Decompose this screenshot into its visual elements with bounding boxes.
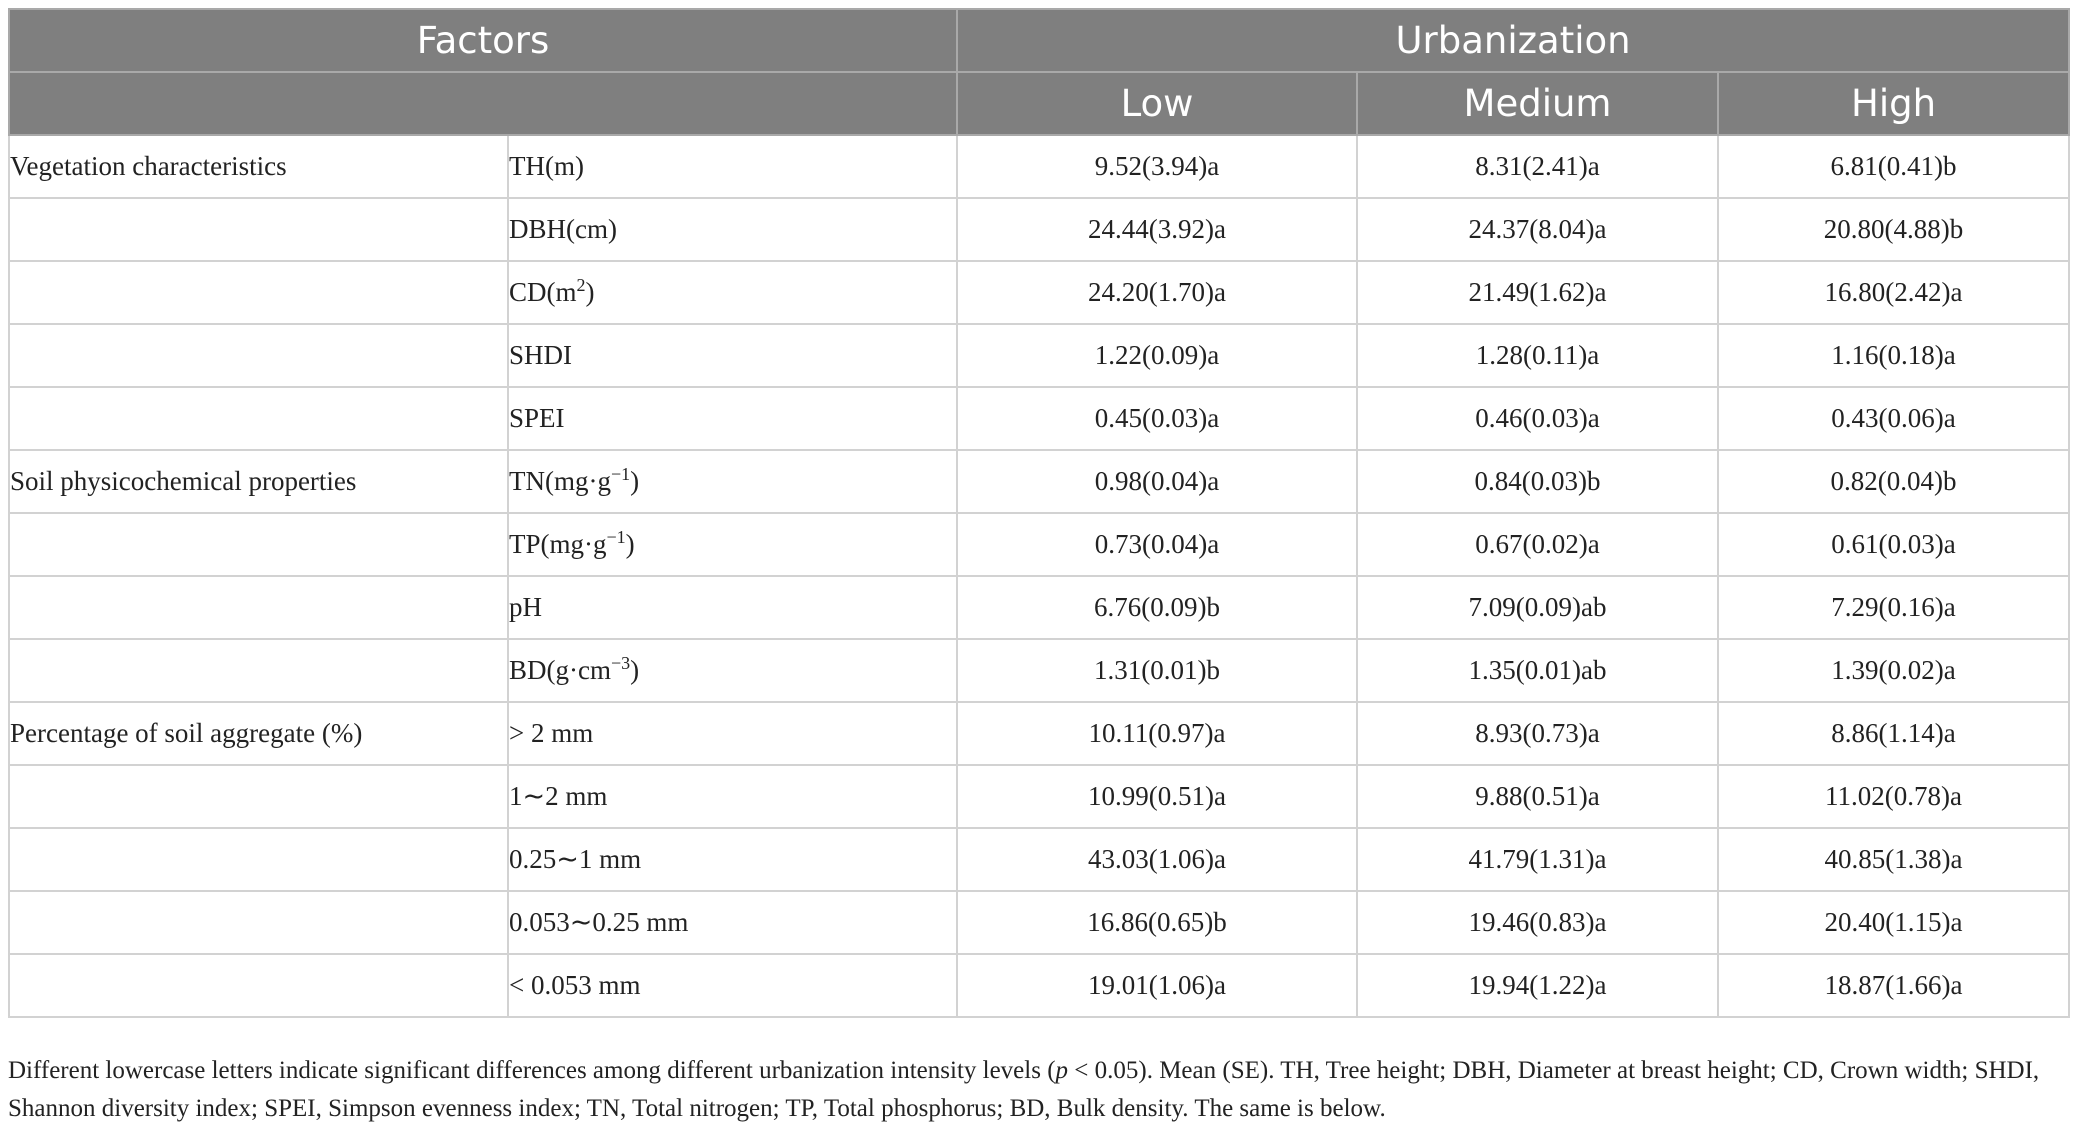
value-cell-low: 0.73(0.04)a — [957, 513, 1357, 576]
table-row — [9, 639, 2069, 702]
unit-close-paren: ) — [630, 466, 640, 496]
variable-name: 0.25∼1 mm — [509, 844, 642, 874]
header-blank — [9, 72, 957, 135]
factor-cell — [9, 387, 508, 450]
unit-superscript: −1 — [606, 527, 626, 547]
factor-cell — [9, 324, 508, 387]
value-cell-low: 19.01(1.06)a — [957, 954, 1357, 1017]
value-cell-low: 24.20(1.70)a — [957, 261, 1357, 324]
value-cell-low: 24.44(3.92)a — [957, 198, 1357, 261]
value-cell-high: 0.82(0.04)b — [1718, 450, 2069, 513]
table-row — [9, 765, 2069, 828]
header-factors: Factors — [9, 9, 957, 72]
header-urbanization: Urbanization — [957, 9, 2069, 72]
table-row — [9, 576, 2069, 639]
table-row — [9, 702, 2069, 765]
value-cell-low: 10.99(0.51)a — [957, 765, 1357, 828]
value-cell-high: 1.39(0.02)a — [1718, 639, 2069, 702]
variable-cell — [508, 954, 957, 1017]
value-cell-medium: 41.79(1.31)a — [1357, 828, 1718, 891]
value-cell-low: 0.98(0.04)a — [957, 450, 1357, 513]
factor-cell — [9, 765, 508, 828]
value-cell-medium: 0.67(0.02)a — [1357, 513, 1718, 576]
variable-name: TP(mg·g — [509, 529, 607, 559]
value-cell-low: 6.76(0.09)b — [957, 576, 1357, 639]
unit-close-paren: ) — [625, 529, 635, 559]
value-cell-medium: 0.46(0.03)a — [1357, 387, 1718, 450]
variable-cell — [508, 765, 957, 828]
table-row — [9, 261, 2069, 324]
variable-name: CD(m — [509, 277, 577, 307]
factor-cell — [9, 639, 508, 702]
value-cell-low: 1.22(0.09)a — [957, 324, 1357, 387]
value-cell-low: 10.11(0.97)a — [957, 702, 1357, 765]
value-cell-high: 7.29(0.16)a — [1718, 576, 2069, 639]
unit-close-paren: ) — [630, 655, 640, 685]
variable-cell — [508, 198, 957, 261]
value-cell-high: 1.16(0.18)a — [1718, 324, 2069, 387]
table-body — [9, 135, 2069, 1017]
variable-name: BD(g·cm — [509, 655, 611, 685]
value-cell-medium: 19.46(0.83)a — [1357, 891, 1718, 954]
variable-cell — [508, 387, 957, 450]
value-cell-low: 0.45(0.03)a — [957, 387, 1357, 450]
value-cell-low: 43.03(1.06)a — [957, 828, 1357, 891]
value-cell-medium: 8.31(2.41)a — [1357, 135, 1718, 198]
variable-cell — [508, 450, 957, 513]
results-table — [8, 8, 2070, 1018]
value-cell-high: 40.85(1.38)a — [1718, 828, 2069, 891]
value-cell-medium: 19.94(1.22)a — [1357, 954, 1718, 1017]
value-cell-low: 16.86(0.65)b — [957, 891, 1357, 954]
table-row — [9, 450, 2069, 513]
table-row — [9, 954, 2069, 1017]
value-cell-high: 20.80(4.88)b — [1718, 198, 2069, 261]
variable-cell — [508, 135, 957, 198]
factor-cell — [9, 954, 508, 1017]
variable-name: 0.053∼0.25 mm — [509, 907, 689, 937]
footnote-p-symbol: p — [1055, 1057, 1069, 1084]
value-cell-medium: 24.37(8.04)a — [1357, 198, 1718, 261]
unit-superscript: −1 — [610, 464, 631, 484]
table-container — [8, 8, 2068, 1018]
value-cell-high: 18.87(1.66)a — [1718, 954, 2069, 1017]
value-cell-low: 1.31(0.01)b — [957, 639, 1357, 702]
value-cell-high: 8.86(1.14)a — [1718, 702, 2069, 765]
footnote-text-1: Different lowercase letters indicate significant differences among different urbanization intensity levels ( — [8, 1057, 1056, 1084]
table-row — [9, 828, 2069, 891]
variable-cell — [508, 828, 957, 891]
footnote-text-2: < 0.05). Mean (SE). TH, Tree height; DBH, Diameter at breast height; CD, Crown width; SHDI, Shannon diversity index; SPEI, Simpson evenness index; TN, Total nitrogen; TP, Total phosphorus; BD, Bulk density. The same is below. — [8, 1057, 2040, 1122]
table-row — [9, 387, 2069, 450]
value-cell-high: 0.61(0.03)a — [1718, 513, 2069, 576]
variable-name: DBH(cm) — [509, 214, 617, 244]
header-level-low: Low — [957, 72, 1357, 135]
variable-cell — [508, 324, 957, 387]
table-header — [9, 9, 2069, 135]
unit-superscript: 2 — [576, 275, 586, 295]
variable-name: TH(m) — [509, 151, 584, 181]
variable-cell — [508, 513, 957, 576]
value-cell-medium: 1.28(0.11)a — [1357, 324, 1718, 387]
variable-cell — [508, 702, 957, 765]
value-cell-low: 9.52(3.94)a — [957, 135, 1357, 198]
table-row — [9, 324, 2069, 387]
table-row — [9, 513, 2069, 576]
value-cell-high: 6.81(0.41)b — [1718, 135, 2069, 198]
value-cell-medium: 21.49(1.62)a — [1357, 261, 1718, 324]
table-row — [9, 891, 2069, 954]
variable-name: SPEI — [509, 403, 565, 433]
factor-cell — [9, 261, 508, 324]
value-cell-high: 20.40(1.15)a — [1718, 891, 2069, 954]
value-cell-medium: 9.88(0.51)a — [1357, 765, 1718, 828]
variable-name: > 2 mm — [509, 718, 594, 748]
table-row — [9, 198, 2069, 261]
header-row-top — [9, 9, 2069, 72]
factor-cell — [9, 891, 508, 954]
variable-cell — [508, 891, 957, 954]
variable-name: < 0.053 mm — [509, 970, 641, 1000]
value-cell-high: 11.02(0.78)a — [1718, 765, 2069, 828]
value-cell-medium: 8.93(0.73)a — [1357, 702, 1718, 765]
variable-name: TN(mg·g — [509, 466, 611, 496]
value-cell-high: 16.80(2.42)a — [1718, 261, 2069, 324]
header-row-levels — [9, 72, 2069, 135]
unit-superscript: −3 — [610, 653, 631, 673]
variable-name: 1∼2 mm — [509, 781, 608, 811]
factor-cell — [9, 198, 508, 261]
factor-cell: Percentage of soil aggregate (%) — [9, 702, 508, 765]
value-cell-medium: 7.09(0.09)ab — [1357, 576, 1718, 639]
variable-name: pH — [509, 592, 542, 622]
variable-name: SHDI — [509, 340, 573, 370]
factor-cell: Soil physicochemical properties — [9, 450, 508, 513]
header-level-medium: Medium — [1357, 72, 1718, 135]
variable-cell — [508, 576, 957, 639]
table-footnote — [8, 1052, 2064, 1128]
value-cell-high: 0.43(0.06)a — [1718, 387, 2069, 450]
unit-close-paren: ) — [585, 277, 595, 307]
value-cell-medium: 0.84(0.03)b — [1357, 450, 1718, 513]
factor-cell — [9, 828, 508, 891]
factor-cell — [9, 576, 508, 639]
value-cell-medium: 1.35(0.01)ab — [1357, 639, 1718, 702]
table-row — [9, 135, 2069, 198]
variable-cell — [508, 261, 957, 324]
factor-cell: Vegetation characteristics — [9, 135, 508, 198]
factor-cell — [9, 513, 508, 576]
header-level-high: High — [1718, 72, 2069, 135]
variable-cell — [508, 639, 957, 702]
